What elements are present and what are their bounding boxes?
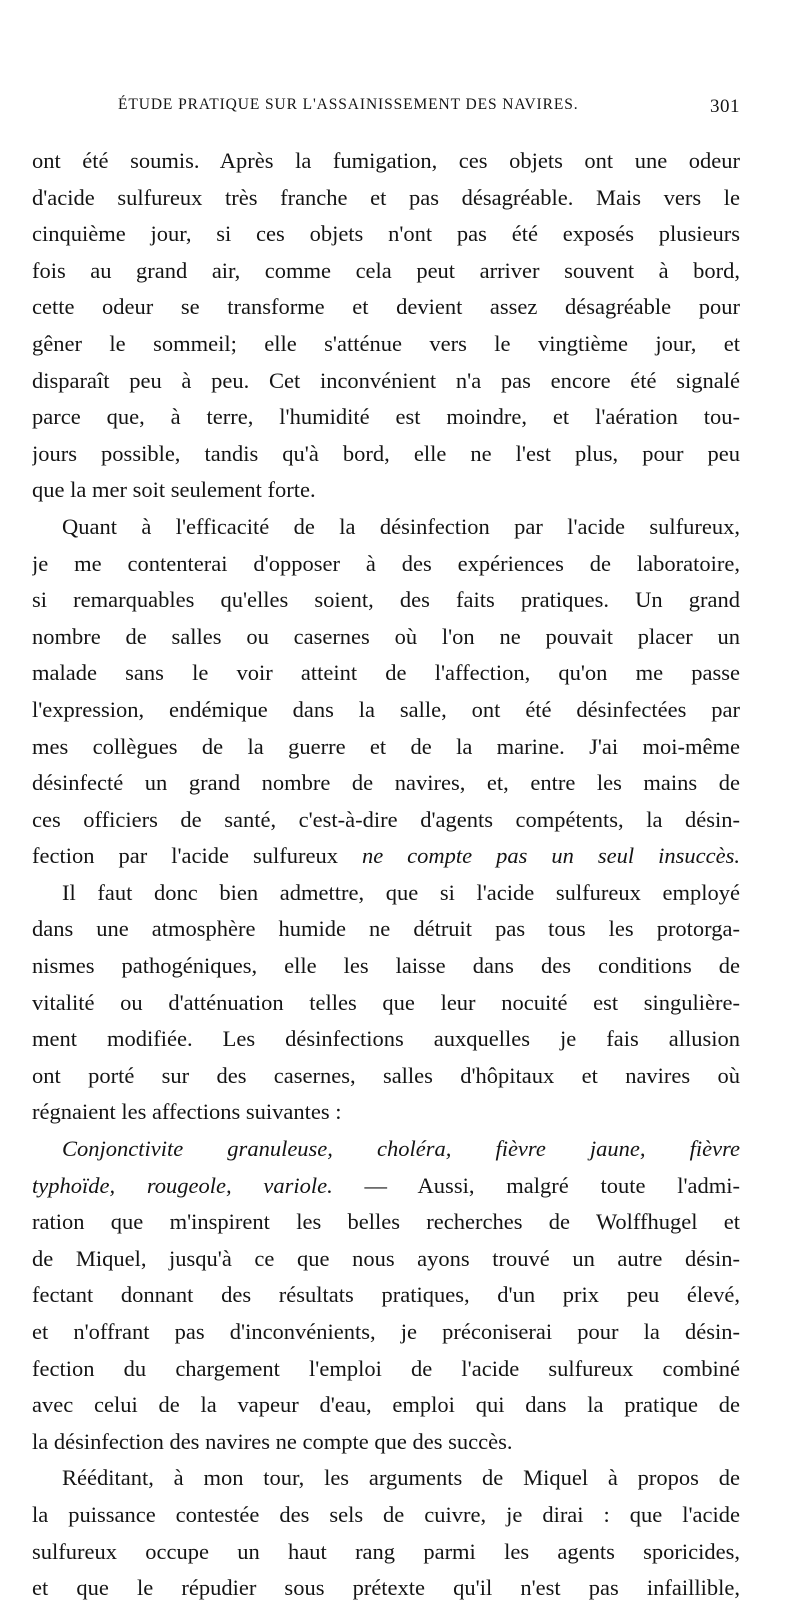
text-segment: régnaient les affections suivantes :	[32, 1099, 342, 1125]
text-segment: désinfecté un grand nombre de navires, et, entre les mains de	[32, 770, 740, 796]
text-segment: parce que, à terre, l'humidité est moindre, et l'aération tou-	[32, 404, 740, 430]
text-line	[32, 1021, 740, 1058]
text-line	[32, 253, 740, 290]
text-line	[32, 1534, 740, 1571]
text-segment: et que le répudier sous prétexte qu'il n'est pas infaillible,	[32, 1575, 740, 1601]
text-segment: ces officiers de santé, c'est-à-dire d'agents compétents, la désin-	[32, 806, 740, 832]
text-segment: ont porté sur des casernes, salles d'hôpitaux et navires où	[32, 1062, 740, 1088]
text-line	[32, 1351, 740, 1388]
text-segment: fection par l'acide sulfureux	[32, 843, 362, 869]
text-line	[32, 1094, 740, 1131]
text-line	[32, 1314, 740, 1351]
text-line	[32, 911, 740, 948]
text-line	[32, 582, 740, 619]
text-segment: Rééditant, à mon tour, les arguments de Miquel à propos de	[62, 1465, 740, 1491]
text-segment: cinquième jour, si ces objets n'ont pas été exposés plusieurs	[32, 221, 740, 247]
text-segment: fection du chargement l'emploi de l'acide sulfureux combiné	[32, 1355, 740, 1381]
text-line	[32, 1277, 740, 1314]
text-line	[32, 472, 740, 509]
text-segment: la désinfection des navires ne compte que des succès.	[32, 1428, 513, 1454]
text-segment: mes collègues de la guerre et de la marine. J'ai moi-même	[32, 733, 740, 759]
text-line	[32, 1497, 740, 1534]
page-number: 301	[710, 96, 740, 117]
text-segment: — Aussi, malgré toute l'admi-	[332, 1172, 740, 1198]
text-line	[32, 1241, 740, 1278]
text-segment: si remarquables qu'elles soient, des faits pratiques. Un grand	[32, 587, 740, 613]
text-line	[32, 1168, 740, 1205]
text-line	[32, 1570, 740, 1607]
book-page	[32, 96, 740, 1607]
text-line	[32, 216, 740, 253]
text-segment: sulfureux occupe un haut rang parmi les agents sporicides,	[32, 1538, 740, 1564]
text-segment: fectant donnant des résultats pratiques, d'un prix peu élevé,	[32, 1282, 740, 1308]
text-line	[32, 509, 740, 546]
text-line	[32, 436, 740, 473]
text-segment: Quant à l'efficacité de la désinfection par l'acide sulfureux,	[62, 513, 740, 539]
text-segment: gêner le sommeil; elle s'atténue vers le vingtième jour, et	[32, 330, 740, 356]
text-line	[32, 729, 740, 766]
running-title: ÉTUDE PRATIQUE SUR L'ASSAINISSEMENT DES NAVIRES.	[118, 96, 579, 113]
text-line	[32, 1058, 740, 1095]
text-line	[32, 765, 740, 802]
text-segment: nombre de salles ou casernes où l'on ne pouvait placer un	[32, 623, 740, 649]
text-line	[32, 143, 740, 180]
text-line	[32, 326, 740, 363]
text-line	[32, 399, 740, 436]
text-line	[32, 1387, 740, 1424]
text-segment: l'expression, endémique dans la salle, ont été désinfectées par	[32, 696, 740, 722]
text-line	[32, 289, 740, 326]
text-line	[32, 546, 740, 583]
text-segment: dans une atmosphère humide ne détruit pas tous les protorga-	[32, 916, 740, 942]
text-line	[32, 985, 740, 1022]
text-segment: fois au grand air, comme cela peut arriver souvent à bord,	[32, 257, 740, 283]
text-segment: cette odeur se transforme et devient assez désagréable pour	[32, 294, 740, 320]
text-segment: Il faut donc bien admettre, que si l'acide sulfureux employé	[62, 879, 740, 905]
text-line	[32, 1460, 740, 1497]
text-line	[32, 838, 740, 875]
text-line	[32, 180, 740, 217]
text-segment: jours possible, tandis qu'à bord, elle ne l'est plus, pour peu	[32, 440, 740, 466]
text-segment: nismes pathogéniques, elle les laisse dans des conditions de	[32, 953, 740, 979]
text-line	[32, 655, 740, 692]
text-line	[32, 1204, 740, 1241]
italic-text-segment: typhoïde, rougeole, variole.	[32, 1172, 333, 1198]
text-line	[32, 1131, 740, 1168]
text-segment: de Miquel, jusqu'à ce que nous ayons trouvé un autre désin-	[32, 1245, 740, 1271]
text-line	[32, 619, 740, 656]
text-line	[32, 802, 740, 839]
text-segment: je me contenterai d'opposer à des expériences de laboratoire,	[32, 550, 740, 576]
text-line	[32, 1424, 740, 1461]
text-segment: et n'offrant pas d'inconvénients, je préconiserai pour la désin-	[32, 1319, 740, 1344]
text-segment: disparaît peu à peu. Cet inconvénient n'a pas encore été signalé	[32, 367, 740, 393]
italic-text-segment: ne compte pas un seul insuccès.	[361, 843, 740, 869]
text-segment: la puissance contestée des sels de cuivre, je dirai : que l'acide	[32, 1501, 740, 1527]
text-segment: malade sans le voir atteint de l'affection, qu'on me passe	[32, 660, 740, 686]
body-text	[32, 143, 740, 1607]
text-line	[32, 692, 740, 729]
text-segment: vitalité ou d'atténuation telles que leur nocuité est singulière-	[32, 989, 740, 1015]
text-segment: ont été soumis. Après la fumigation, ces objets ont une odeur	[32, 148, 740, 173]
text-segment: d'acide sulfureux très franche et pas désagréable. Mais vers le	[32, 184, 740, 210]
text-line	[32, 948, 740, 985]
text-line	[32, 363, 740, 400]
text-segment: avec celui de la vapeur d'eau, emploi qui dans la pratique de	[32, 1392, 740, 1418]
text-segment: que la mer soit seulement forte.	[32, 477, 316, 503]
running-header	[32, 96, 740, 132]
text-line	[32, 875, 740, 912]
text-segment: ment modifiée. Les désinfections auxquelles je fais allusion	[32, 1026, 740, 1052]
text-segment: ration que m'inspirent les belles recherches de Wolffhugel et	[32, 1209, 740, 1235]
italic-text-segment: Conjonctivite granuleuse, choléra, fièvre jaune, fièvre	[62, 1136, 740, 1162]
